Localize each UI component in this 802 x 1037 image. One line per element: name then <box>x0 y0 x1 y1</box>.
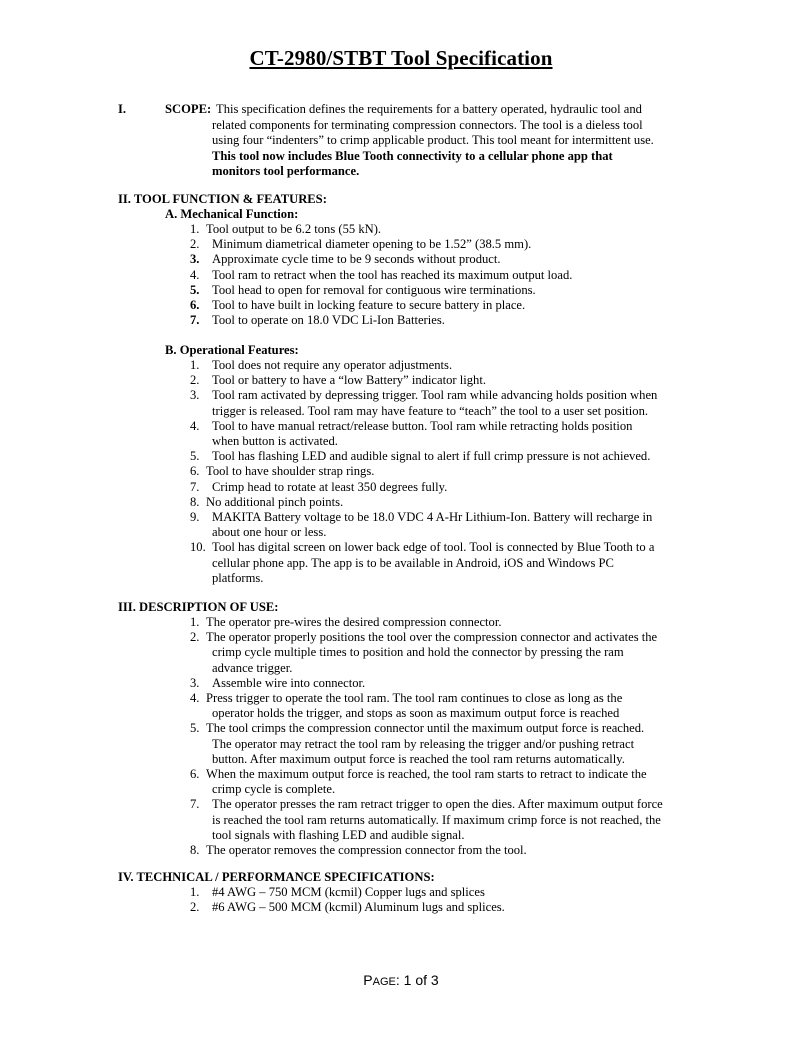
list-item-text: The tool crimps the compression connector until the maximum output force is reached. <box>206 721 645 736</box>
list-item-text: Tool head to open for removal for contiguous wire terminations. <box>212 282 536 297</box>
scope-line: This specification defines the requirements for a battery operated, hydraulic tool and <box>216 102 642 116</box>
page-label-rest: AGE <box>372 976 396 988</box>
list-item-text: Tool to operate on 18.0 VDC Li-Ion Batteries. <box>212 313 445 328</box>
list-item-text: Tool does not require any operator adjustments. <box>212 358 453 372</box>
list-item-number: 9. <box>190 510 200 524</box>
list-item-text: Tool has digital screen on lower back edge of tool. Tool is connected by Blue Tooth to a <box>212 540 655 555</box>
list-item-text: The operator presses the ram retract trigger to open the dies. After maximum output force <box>212 797 663 812</box>
list-item-text: button. After maximum output force is reached the tool ram returns automatically. <box>212 751 625 766</box>
list-item-text: No additional pinch points. <box>206 494 344 509</box>
list-item-text: Tool or battery to have a “low Battery” indicator light. <box>212 373 486 388</box>
list-item-text: Minimum diametrical diameter opening to be 1.52” (38.5 mm). <box>212 237 532 252</box>
list-item-text: Press trigger to operate the tool ram. The tool ram continues to close as long as the <box>206 691 623 705</box>
list-item-text: #6 AWG – 500 MCM (kcmil) Aluminum lugs and splices. <box>212 900 505 915</box>
list-item-text: when button is activated. <box>212 434 338 448</box>
list-item-text: Tool output to be 6.2 tons (55 kN). <box>206 222 382 236</box>
section-heading-description-of-use: III. DESCRIPTION OF USE: <box>118 600 279 614</box>
list-item-text: trigger is released. Tool ram may have feature to “teach” the tool to a user set position. <box>212 403 649 418</box>
list-item-text: advance trigger. <box>212 660 293 675</box>
list-item-text: about one hour or less. <box>212 525 327 540</box>
list-item-text: MAKITA Battery voltage to be 18.0 VDC 4 A-Hr Lithium-Ion. Battery will recharge in <box>212 510 653 524</box>
subsection-heading-mechanical: A. Mechanical Function: <box>165 207 299 221</box>
scope-numeral: I. <box>118 102 127 116</box>
scope-bold-line: monitors tool performance. <box>212 164 360 178</box>
list-item-text: #4 AWG – 750 MCM (kcmil) Copper lugs and splices <box>212 885 485 899</box>
list-item-text: Approximate cycle time to be 9 seconds without product. <box>212 252 501 267</box>
list-item-number: 3. <box>190 252 200 267</box>
list-item-number: 4. <box>190 418 200 433</box>
list-item-text: Crimp head to rotate at least 350 degrees fully. <box>212 479 448 494</box>
list-item-number: 2. <box>190 237 200 252</box>
list-item-text: The operator may retract the tool ram by releasing the trigger and/or pushing retract <box>212 736 635 751</box>
list-item-text: tool signals with flashing LED and audible signal. <box>212 827 465 842</box>
list-item-text: Tool to have built in locking feature to secure battery in place. <box>212 298 526 312</box>
list-item-number: 8. <box>190 494 200 509</box>
page-number-text: : 1 of 3 <box>395 972 439 988</box>
scope-line: using four “indenters” to crimp applicable product. This tool meant for intermittent use. <box>212 133 654 147</box>
list-item-text: Tool to have manual retract/release button. Tool ram while retracting holds position <box>212 418 633 433</box>
list-item-number: 5. <box>190 282 200 297</box>
list-item-text: crimp cycle is complete. <box>212 782 336 797</box>
page-label-initial: P <box>363 972 373 988</box>
list-item-number: 8. <box>190 843 200 857</box>
list-item-number: 4. <box>190 691 200 705</box>
list-item-number: 5. <box>190 721 200 736</box>
scope-line: related components for terminating compression connectors. The tool is a dieless tool <box>212 117 643 132</box>
list-item-text: crimp cycle multiple times to position and hold the connector by pressing the ram <box>212 645 624 660</box>
list-item-number: 7. <box>190 797 200 812</box>
list-item-text: Tool to have shoulder strap rings. <box>206 464 375 479</box>
section-heading-tool-function: II. TOOL FUNCTION & FEATURES: <box>118 192 327 206</box>
list-item-text: Tool has flashing LED and audible signal to alert if full crimp pressure is not achieved. <box>212 449 651 464</box>
section-heading-technical-specifications: IV. TECHNICAL / PERFORMANCE SPECIFICATIONS: <box>118 870 435 884</box>
list-item-text: The operator pre-wires the desired compression connector. <box>206 615 502 629</box>
list-item-text: cellular phone app. The app is to be available in Android, iOS and Windows PC <box>212 555 614 570</box>
list-item-number: 3. <box>190 675 200 690</box>
list-item-number: 2. <box>190 900 200 915</box>
list-item-text: The operator properly positions the tool over the compression connector and activates the <box>206 630 658 645</box>
list-item-text: is reached the tool ram returns automatically. If maximum crimp force is not reached, the <box>212 812 661 827</box>
list-item-number: 2. <box>190 373 200 388</box>
list-item-text: Tool ram activated by depressing trigger. Tool ram while advancing holds position when <box>212 388 658 403</box>
scope-bold-line: This tool now includes Blue Tooth connectivity to a cellular phone app that <box>212 148 613 163</box>
list-item-text: When the maximum output force is reached, the tool ram starts to retract to indicate the <box>206 767 647 781</box>
list-item-text: platforms. <box>212 570 264 585</box>
list-item-number: 6. <box>190 298 200 312</box>
list-item-number: 1. <box>190 222 200 236</box>
list-item-number: 1. <box>190 358 200 372</box>
scope-label: SCOPE: <box>165 102 212 116</box>
list-item-number: 1. <box>190 615 200 629</box>
list-item-number: 1. <box>190 885 200 899</box>
list-item-number: 2. <box>190 630 200 645</box>
subsection-heading-operational: B. Operational Features: <box>165 343 299 357</box>
list-item-number: 4. <box>190 267 200 282</box>
list-item-text: operator holds the trigger, and stops as soon as maximum output force is reached <box>212 706 620 721</box>
scope-text <box>165 102 705 180</box>
list-item-text: The operator removes the compression connector from the tool. <box>206 843 527 857</box>
list-item-number: 7. <box>190 479 200 494</box>
page-number-footer <box>0 972 802 988</box>
list-item-number: 5. <box>190 449 200 464</box>
list-item-number: 7. <box>190 313 200 328</box>
list-item-number: 6. <box>190 464 200 479</box>
list-item-number: 6. <box>190 767 200 781</box>
list-item-text: Tool ram to retract when the tool has reached its maximum output load. <box>212 267 573 282</box>
document-title: CT-2980/STBT Tool Specification <box>249 46 553 70</box>
list-item-number: 10. <box>190 540 206 555</box>
list-item-number: 3. <box>190 388 200 403</box>
list-item-text: Assemble wire into connector. <box>212 675 366 690</box>
